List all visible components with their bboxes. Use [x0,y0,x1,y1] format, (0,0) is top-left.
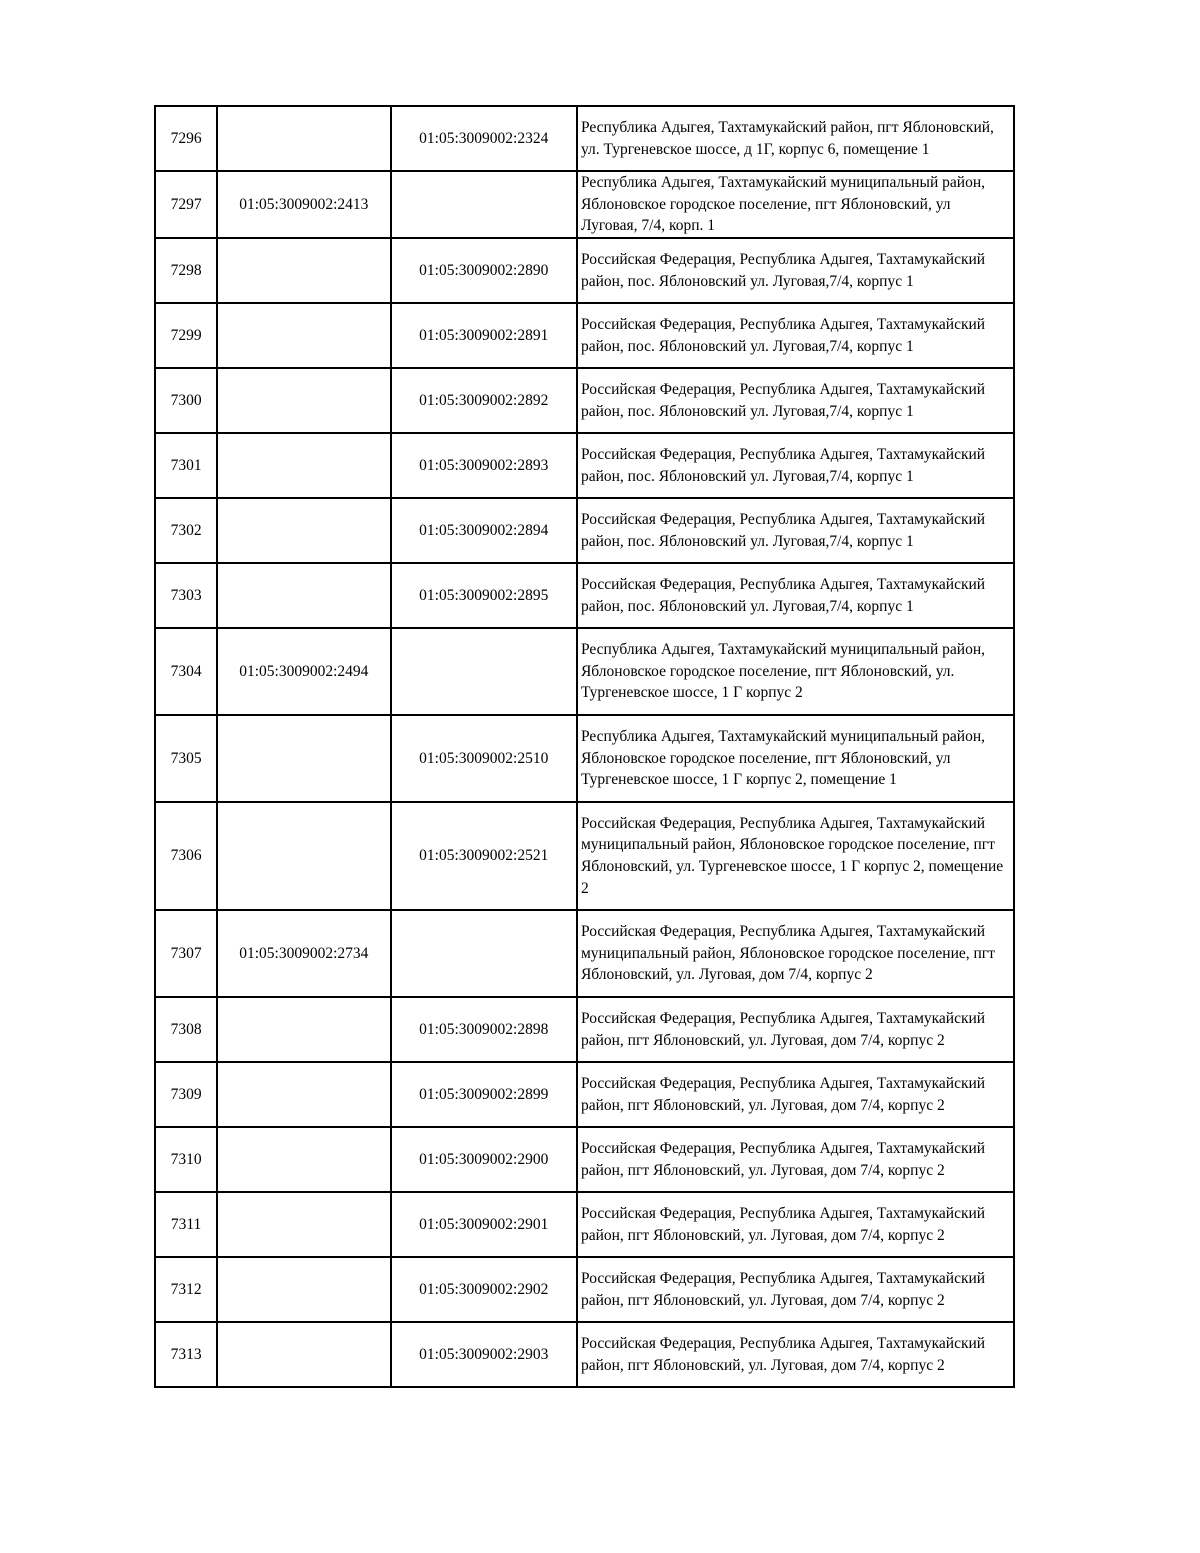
table-row [155,715,1014,802]
object-cadastral-number: 01:05:3009002:2324 [391,106,577,171]
object-cadastral-number: 01:05:3009002:2895 [391,563,577,628]
row-number: 7296 [155,106,217,171]
object-cadastral-number [391,171,577,238]
address-text: Российская Федерация, Республика Адыгея, Тахтамукайский муниципальный район, Яблоновское городское поселение, пгт Яблоновский, ул. Луговая, дом 7/4, корпус 2 [580,923,995,984]
land-cadastral-number [217,303,390,368]
object-cadastral-number: 01:05:3009002:2521 [391,802,577,910]
table-body [155,106,1014,1387]
address-cell [577,1127,1014,1192]
row-number: 7298 [155,238,217,303]
land-cadastral-number [217,1322,390,1387]
object-cadastral-number: 01:05:3009002:2890 [391,238,577,303]
address-cell [577,303,1014,368]
address-text: Республика Адыгея, Тахтамукайский муниципальный район, Яблоновское городское поселение, пгт Яблоновский, ул Тургеневское шоссе, 1 Г корпус 2, помещение 1 [580,728,985,789]
object-cadastral-number: 01:05:3009002:2899 [391,1062,577,1127]
row-number: 7309 [155,1062,217,1127]
row-number: 7299 [155,303,217,368]
address-text: Республика Адыгея, Тахтамукайский муниципальный район, Яблоновское городское поселение, пгт Яблоновский, ул Луговая, 7/4, корп. 1 [580,174,985,235]
land-cadastral-number: 01:05:3009002:2734 [217,910,390,997]
table-row [155,910,1014,997]
object-cadastral-number: 01:05:3009002:2902 [391,1257,577,1322]
address-cell [577,498,1014,563]
row-number: 7303 [155,563,217,628]
address-cell [577,997,1014,1062]
table-row [155,802,1014,910]
object-cadastral-number: 01:05:3009002:2901 [391,1192,577,1257]
land-cadastral-number [217,1257,390,1322]
object-cadastral-number: 01:05:3009002:2903 [391,1322,577,1387]
address-text: Российская Федерация, Республика Адыгея, Тахтамукайский район, пос. Яблоновский ул. Луговая,7/4, корпус 1 [580,575,986,615]
land-cadastral-number [217,563,390,628]
table-row [155,997,1014,1062]
address-text: Российская Федерация, Республика Адыгея, Тахтамукайский район, пгт Яблоновский, ул. Луговая, дом 7/4, корпус 2 [580,1269,986,1309]
address-text: Российская Федерация, Республика Адыгея, Тахтамукайский район, пос. Яблоновский ул. Луговая,7/4, корпус 1 [580,250,986,290]
land-cadastral-number [217,997,390,1062]
address-cell [577,106,1014,171]
land-cadastral-number [217,238,390,303]
table-row [155,106,1014,171]
address-cell [577,368,1014,433]
land-cadastral-number [217,802,390,910]
land-cadastral-number [217,1062,390,1127]
table-row [155,1127,1014,1192]
address-text: Российская Федерация, Республика Адыгея, Тахтамукайский район, пос. Яблоновский ул. Луговая,7/4, корпус 1 [580,445,986,485]
object-cadastral-number [391,628,577,715]
object-cadastral-number: 01:05:3009002:2900 [391,1127,577,1192]
address-cell [577,1192,1014,1257]
row-number: 7307 [155,910,217,997]
address-cell [577,563,1014,628]
table-row [155,1322,1014,1387]
row-number: 7304 [155,628,217,715]
row-number: 7308 [155,997,217,1062]
table-row [155,171,1014,238]
table-row [155,368,1014,433]
land-cadastral-number [217,715,390,802]
table-row [155,433,1014,498]
land-cadastral-number [217,106,390,171]
object-cadastral-number [391,910,577,997]
table-row [155,1192,1014,1257]
object-cadastral-number: 01:05:3009002:2898 [391,997,577,1062]
address-text: Российская Федерация, Республика Адыгея, Тахтамукайский район, пос. Яблоновский ул. Луговая,7/4, корпус 1 [580,510,986,550]
address-cell [577,1062,1014,1127]
row-number: 7301 [155,433,217,498]
land-cadastral-number [217,368,390,433]
property-register-table [154,105,1015,1388]
land-cadastral-number [217,498,390,563]
address-text: Республика Адыгея, Тахтамукайский муниципальный район, Яблоновское городское поселение, пгт Яблоновский, ул. Тургеневское шоссе, 1 Г корпус 2 [580,641,985,702]
row-number: 7312 [155,1257,217,1322]
address-cell [577,910,1014,997]
address-text: Республика Адыгея, Тахтамукайский район, пгт Яблоновский, ул. Тургеневское шоссе, д 1Г, корпус 6, помещение 1 [580,118,994,158]
address-cell [577,628,1014,715]
address-text: Российская Федерация, Республика Адыгея, Тахтамукайский район, пгт Яблоновский, ул. Луговая, дом 7/4, корпус 2 [580,1204,986,1244]
table-row [155,1062,1014,1127]
row-number: 7313 [155,1322,217,1387]
address-text: Российская Федерация, Республика Адыгея, Тахтамукайский район, пгт Яблоновский, ул. Луговая, дом 7/4, корпус 2 [580,1139,986,1179]
table-row [155,303,1014,368]
object-cadastral-number: 01:05:3009002:2510 [391,715,577,802]
table-row [155,238,1014,303]
address-text: Российская Федерация, Республика Адыгея, Тахтамукайский район, пгт Яблоновский, ул. Луговая, дом 7/4, корпус 2 [580,1334,986,1374]
address-text: Российская Федерация, Республика Адыгея, Тахтамукайский муниципальный район, Яблоновское городское поселение, пгт Яблоновский, ул. Тургеневское шоссе, 1 Г корпус 2, помещение 2 [580,814,1004,897]
row-number: 7297 [155,171,217,238]
address-text: Российская Федерация, Республика Адыгея, Тахтамукайский район, пос. Яблоновский ул. Луговая,7/4, корпус 1 [580,315,986,355]
address-text: Российская Федерация, Республика Адыгея, Тахтамукайский район, пос. Яблоновский ул. Луговая,7/4, корпус 1 [580,380,986,420]
address-cell [577,433,1014,498]
land-cadastral-number [217,1127,390,1192]
row-number: 7305 [155,715,217,802]
table-row [155,1257,1014,1322]
land-cadastral-number [217,1192,390,1257]
object-cadastral-number: 01:05:3009002:2891 [391,303,577,368]
object-cadastral-number: 01:05:3009002:2892 [391,368,577,433]
row-number: 7300 [155,368,217,433]
address-cell [577,1257,1014,1322]
row-number: 7302 [155,498,217,563]
address-text: Российская Федерация, Республика Адыгея, Тахтамукайский район, пгт Яблоновский, ул. Луговая, дом 7/4, корпус 2 [580,1074,986,1114]
object-cadastral-number: 01:05:3009002:2894 [391,498,577,563]
row-number: 7311 [155,1192,217,1257]
land-cadastral-number: 01:05:3009002:2494 [217,628,390,715]
table-row [155,628,1014,715]
row-number: 7306 [155,802,217,910]
land-cadastral-number: 01:05:3009002:2413 [217,171,390,238]
address-cell [577,715,1014,802]
address-text: Российская Федерация, Республика Адыгея, Тахтамукайский район, пгт Яблоновский, ул. Луговая, дом 7/4, корпус 2 [580,1009,986,1049]
address-cell [577,171,1014,238]
row-number: 7310 [155,1127,217,1192]
object-cadastral-number: 01:05:3009002:2893 [391,433,577,498]
address-cell [577,238,1014,303]
table-row [155,498,1014,563]
land-cadastral-number [217,433,390,498]
address-cell [577,802,1014,910]
table-row [155,563,1014,628]
address-cell [577,1322,1014,1387]
